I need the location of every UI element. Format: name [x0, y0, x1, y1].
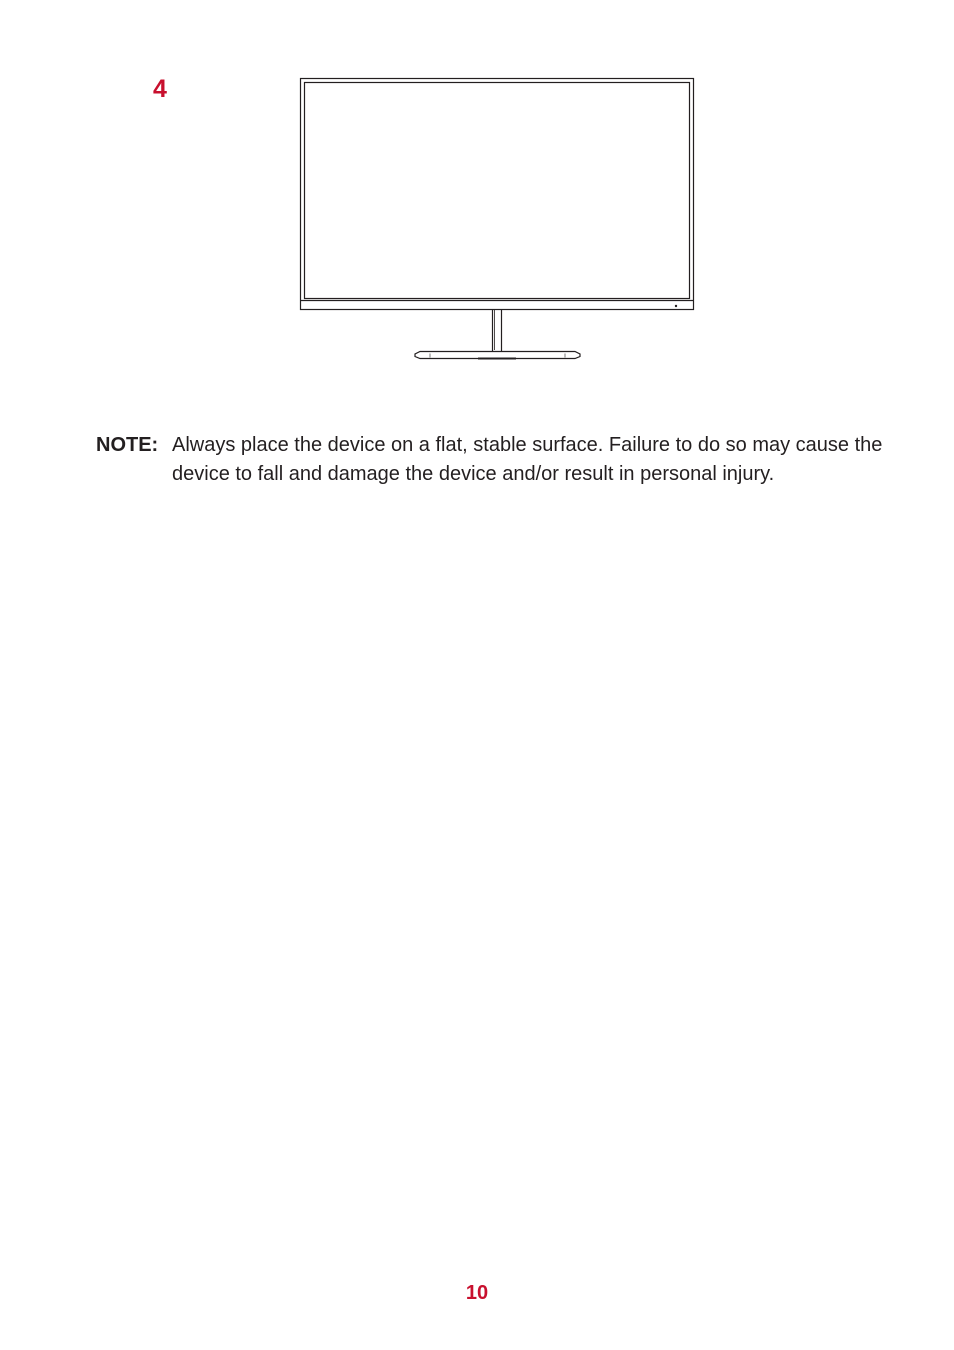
note-paragraph — [96, 431, 896, 489]
monitor-screen — [305, 83, 690, 299]
power-led-icon — [675, 305, 677, 307]
note-text: Always place the device on a flat, stable surface. Failure to do so may cause the device to fall and damage the device and/or result in personal injury. — [172, 434, 883, 485]
page-number: 10 — [465, 1282, 489, 1304]
monitor-on-stand-icon — [296, 74, 698, 364]
note-label: NOTE: — [96, 434, 159, 456]
monitor-frame — [301, 79, 694, 310]
step-number: 4 — [153, 75, 167, 103]
